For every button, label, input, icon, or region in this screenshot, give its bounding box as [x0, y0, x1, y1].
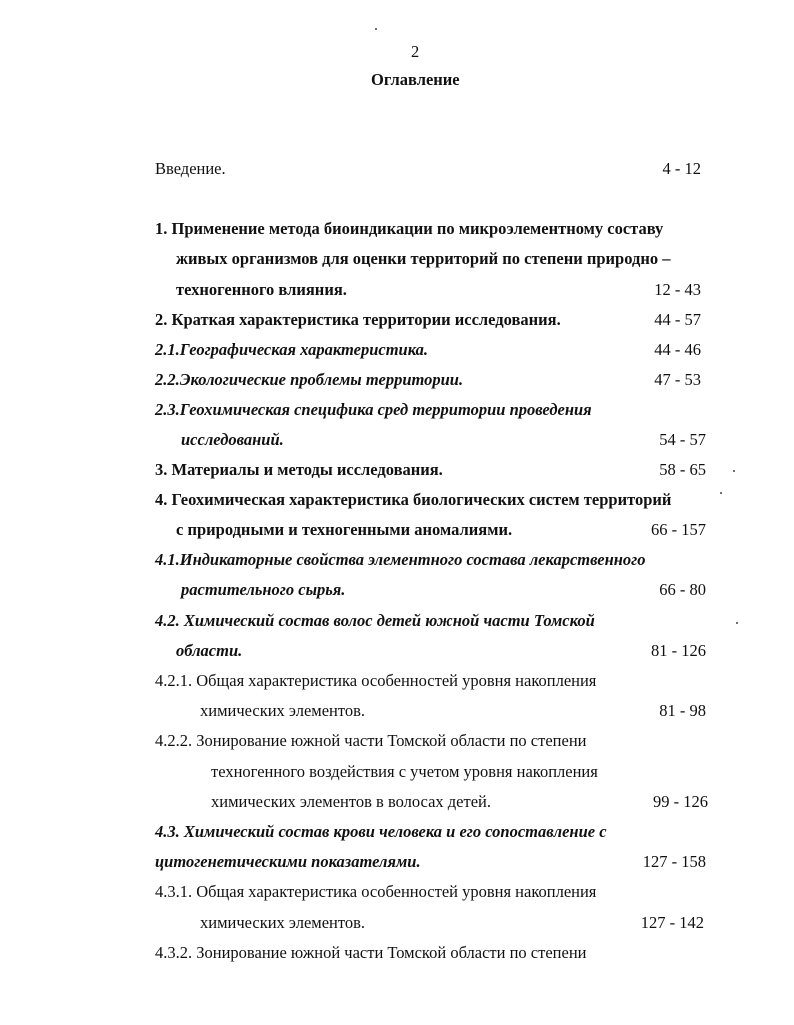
- toc-entry: растительного сырья.: [181, 580, 346, 599]
- toc-page-range: 44 - 57: [654, 310, 701, 329]
- toc-entry: 4. Геохимическая характеристика биологических систем территорий: [155, 490, 672, 509]
- page-number: 2: [411, 42, 420, 61]
- toc-page-range: 44 - 46: [654, 340, 701, 359]
- toc-page-range: 66 - 80: [659, 580, 706, 599]
- toc-entry: 2. Краткая характеристика территории исследования.: [155, 310, 561, 329]
- scan-speck: [720, 492, 722, 494]
- toc-page-range: 81 - 126: [651, 641, 706, 660]
- page-title: Оглавление: [371, 70, 460, 89]
- toc-page-range: 4 - 12: [662, 159, 701, 178]
- toc-entry: Введение.: [155, 159, 226, 178]
- toc-page-range: 127 - 158: [642, 852, 706, 871]
- toc-entry: 4.3. Химический состав крови человека и его сопоставление с: [155, 822, 607, 841]
- toc-entry: химических элементов.: [200, 701, 366, 720]
- toc-entry: 2.3.Геохимическая специфика сред территории проведения: [155, 400, 592, 419]
- toc-page-range: 127 - 142: [640, 913, 704, 932]
- toc-entry: 4.3.1. Общая характеристика особенностей уровня накопления: [155, 882, 597, 901]
- toc-entry: химических элементов в волосах детей.: [211, 792, 491, 811]
- toc-entry: исследований.: [181, 430, 284, 449]
- toc-entry: 4.3.2. Зонирование южной части Томской области по степени: [155, 943, 587, 962]
- toc-page-range: 99 - 126: [653, 792, 708, 811]
- toc-page-range: 66 - 157: [651, 520, 706, 539]
- scan-speck: [375, 28, 377, 30]
- toc-page-range: 54 - 57: [659, 430, 706, 449]
- toc-entry: живых организмов для оценки территорий по степени природно –: [176, 249, 671, 268]
- toc-entry: 4.2.2. Зонирование южной части Томской области по степени: [155, 731, 587, 750]
- toc-entry: 1. Применение метода биоиндикации по микроэлементному составу: [155, 219, 664, 238]
- scan-speck: [736, 622, 738, 624]
- toc-page-range: 81 - 98: [659, 701, 706, 720]
- toc-entry: химических элементов.: [200, 913, 366, 932]
- toc-entry: с природными и техногенными аномалиями.: [176, 520, 513, 539]
- scan-speck: [733, 470, 735, 472]
- toc-entry: 3. Материалы и методы исследования.: [155, 460, 443, 479]
- toc-entry: 2.1.Географическая характеристика.: [155, 340, 429, 359]
- toc-page-range: 47 - 53: [654, 370, 701, 389]
- toc-entry: техногенного влияния.: [176, 280, 347, 299]
- toc-entry: цитогенетическими показателями.: [155, 852, 421, 871]
- toc-entry: 4.2.1. Общая характеристика особенностей уровня накопления: [155, 671, 597, 690]
- toc-page-range: 12 - 43: [654, 280, 701, 299]
- toc-entry: техногенного воздействия с учетом уровня накопления: [211, 762, 598, 781]
- toc-entry: области.: [176, 641, 243, 660]
- toc-entry: 4.2. Химический состав волос детей южной части Томской: [155, 611, 595, 630]
- toc-page-range: 58 - 65: [659, 460, 706, 479]
- toc-entry: 4.1.Индикаторные свойства элементного состава лекарственного: [155, 550, 646, 569]
- toc-entry: 2.2.Экологические проблемы территории.: [155, 370, 464, 389]
